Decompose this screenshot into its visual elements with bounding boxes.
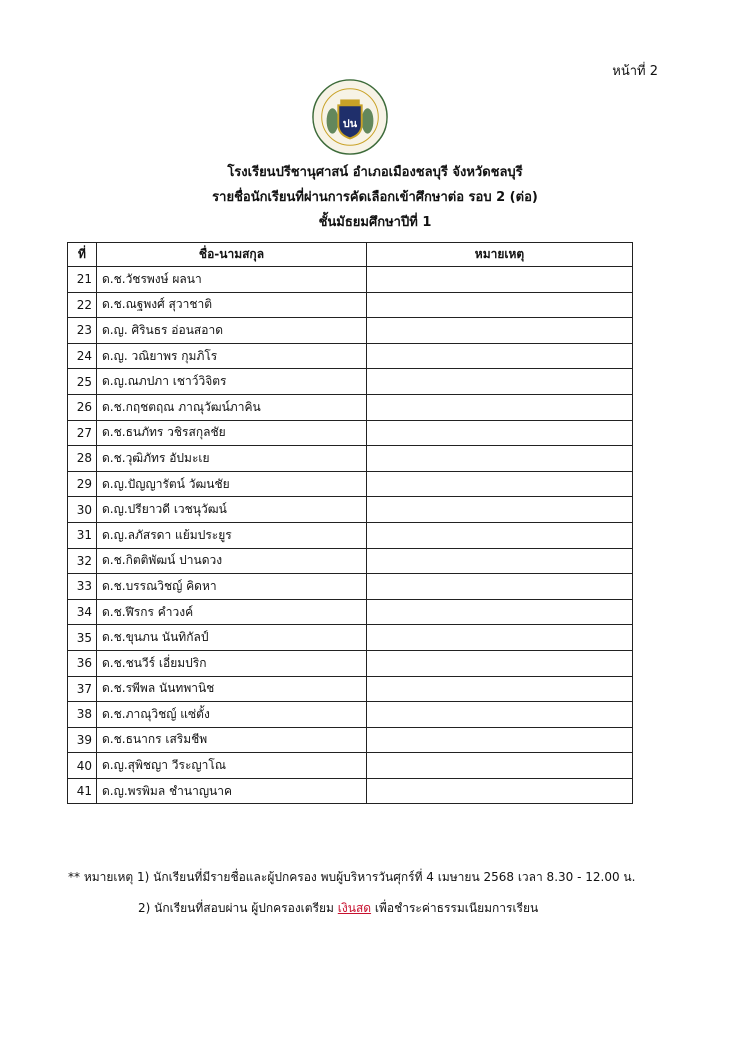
remark-cell xyxy=(367,420,633,446)
student-name: ด.ญ. วณิยาพร กุมภิโร xyxy=(97,343,367,369)
remark-cell xyxy=(367,650,633,676)
student-name: ด.ช.ธนากร เสริมชีพ xyxy=(97,727,367,753)
table-row xyxy=(68,343,633,369)
row-number: 26 xyxy=(68,394,97,420)
table-row xyxy=(68,599,633,625)
student-name: ด.ช.ชนวีร์ เอี่ยมปริก xyxy=(97,650,367,676)
table-row xyxy=(68,446,633,472)
remark-cell xyxy=(367,343,633,369)
row-number: 31 xyxy=(68,522,97,548)
table-row xyxy=(68,702,633,728)
student-name: ด.ช.ฬีรกร คำวงค์ xyxy=(97,599,367,625)
table-row xyxy=(68,753,633,779)
student-table xyxy=(67,242,633,804)
footnote-line-2 xyxy=(68,893,635,924)
student-name: ด.ช.ขุนภน นันทิกัลป์ xyxy=(97,625,367,651)
footnote xyxy=(68,862,635,924)
row-number: 24 xyxy=(68,343,97,369)
remark-cell xyxy=(367,548,633,574)
row-number: 39 xyxy=(68,727,97,753)
footnote-line-2-end: เพื่อชำระค่าธรรมเนียมการเรียน xyxy=(371,901,539,915)
remark-cell xyxy=(367,446,633,472)
student-name: ด.ช.ณฐพงศ์ สุวาชาติ xyxy=(97,292,367,318)
remark-cell xyxy=(367,292,633,318)
table-header-row xyxy=(68,243,633,267)
school-name: โรงเรียนปรีชานุศาสน์ อำเภอเมืองชลบุรี จังหวัดชลบุรี xyxy=(227,165,523,180)
header-no: ที่ xyxy=(68,243,97,267)
row-number: 30 xyxy=(68,497,97,523)
list-title: รายชื่อนักเรียนที่ผ่านการคัดเลือกเข้าศึกษาต่อ รอบ 2 (ต่อ) xyxy=(212,190,538,205)
table-row xyxy=(68,318,633,344)
student-name: ด.ช.ธนภัทร วชิรสกุลชัย xyxy=(97,420,367,446)
student-name: ด.ช.กฤชตฤณ ภาณุวัฒน์ภาคิน xyxy=(97,394,367,420)
table-body xyxy=(68,267,633,804)
table-row xyxy=(68,369,633,395)
remark-cell xyxy=(367,625,633,651)
student-name: ด.ช.รพีพล นันทพานิช xyxy=(97,676,367,702)
remark-cell xyxy=(367,267,633,293)
table-row xyxy=(68,676,633,702)
remark-cell xyxy=(367,599,633,625)
table-row xyxy=(68,522,633,548)
remark-cell xyxy=(367,394,633,420)
student-name: ด.ญ. ศิรินธร อ่อนสอาด xyxy=(97,318,367,344)
row-number: 23 xyxy=(68,318,97,344)
row-number: 21 xyxy=(68,267,97,293)
header-remark: หมายเหตุ xyxy=(367,243,633,267)
row-number: 38 xyxy=(68,702,97,728)
remark-cell xyxy=(367,369,633,395)
remark-cell xyxy=(367,676,633,702)
student-name: ด.ช.ภาณุวิชญ์ แซ่ตั้ง xyxy=(97,702,367,728)
row-number: 37 xyxy=(68,676,97,702)
page-number: หน้าที่ 2 xyxy=(612,64,658,79)
student-name: ด.ช.กิตติพัฒน์ ปานดวง xyxy=(97,548,367,574)
footnote-line-2-start: 2) นักเรียนที่สอบผ่าน ผู้ปกครองเตรียม xyxy=(138,901,338,915)
remark-cell xyxy=(367,753,633,779)
table-row xyxy=(68,727,633,753)
student-name: ด.ญ.ณภปภา เชาว์วิจิตร xyxy=(97,369,367,395)
row-number: 35 xyxy=(68,625,97,651)
table-row xyxy=(68,394,633,420)
student-name: ด.ญ.ปรียาวดี เวชนุวัฒน์ xyxy=(97,497,367,523)
row-number: 29 xyxy=(68,471,97,497)
footnote-line-1: ** หมายเหตุ 1) นักเรียนที่มีรายชื่อและผู้ปกครอง พบผู้บริหารวันศุกร์ที่ 4 เมษายน 2568 เวลา 8.30 - 12.00 น. xyxy=(68,870,636,884)
row-number: 22 xyxy=(68,292,97,318)
row-number: 33 xyxy=(68,574,97,600)
table-row xyxy=(68,625,633,651)
cash-highlight: เงินสด xyxy=(337,901,372,915)
student-name: ด.ช.บรรณวิชญ์ คิดหา xyxy=(97,574,367,600)
remark-cell xyxy=(367,727,633,753)
remark-cell xyxy=(367,702,633,728)
row-number: 27 xyxy=(68,420,97,446)
row-number: 28 xyxy=(68,446,97,472)
table-row xyxy=(68,420,633,446)
table-row xyxy=(68,778,633,804)
remark-cell xyxy=(367,574,633,600)
remark-cell xyxy=(367,471,633,497)
student-name: ด.ญ.พรพิมล ชำนาญนาค xyxy=(97,778,367,804)
header-name: ชื่อ-นามสกุล xyxy=(97,243,367,267)
school-logo xyxy=(311,78,389,156)
row-number: 34 xyxy=(68,599,97,625)
table-row xyxy=(68,292,633,318)
row-number: 40 xyxy=(68,753,97,779)
table-row xyxy=(68,650,633,676)
title-block xyxy=(0,160,750,235)
student-name: ด.ญ.ลภัสรดา แย้มประยูร xyxy=(97,522,367,548)
remark-cell xyxy=(367,318,633,344)
remark-cell xyxy=(367,778,633,804)
table-row xyxy=(68,267,633,293)
table-row xyxy=(68,497,633,523)
remark-cell xyxy=(367,522,633,548)
table-row xyxy=(68,471,633,497)
row-number: 25 xyxy=(68,369,97,395)
student-name: ด.ญ.สุพิชญา วีระญาโณ xyxy=(97,753,367,779)
row-number: 36 xyxy=(68,650,97,676)
student-name: ด.ช.วุฒิภัทร อัปมะเย xyxy=(97,446,367,472)
logo-initials: ปน xyxy=(342,116,358,130)
remark-cell xyxy=(367,497,633,523)
row-number: 41 xyxy=(68,778,97,804)
row-number: 32 xyxy=(68,548,97,574)
student-name: ด.ญ.ปัญญารัตน์ วัฒนชัย xyxy=(97,471,367,497)
table-row xyxy=(68,548,633,574)
table-row xyxy=(68,574,633,600)
student-name: ด.ช.วัชรพงษ์ ผลนา xyxy=(97,267,367,293)
grade-level: ชั้นมัธยมศึกษาปีที่ 1 xyxy=(318,215,432,230)
